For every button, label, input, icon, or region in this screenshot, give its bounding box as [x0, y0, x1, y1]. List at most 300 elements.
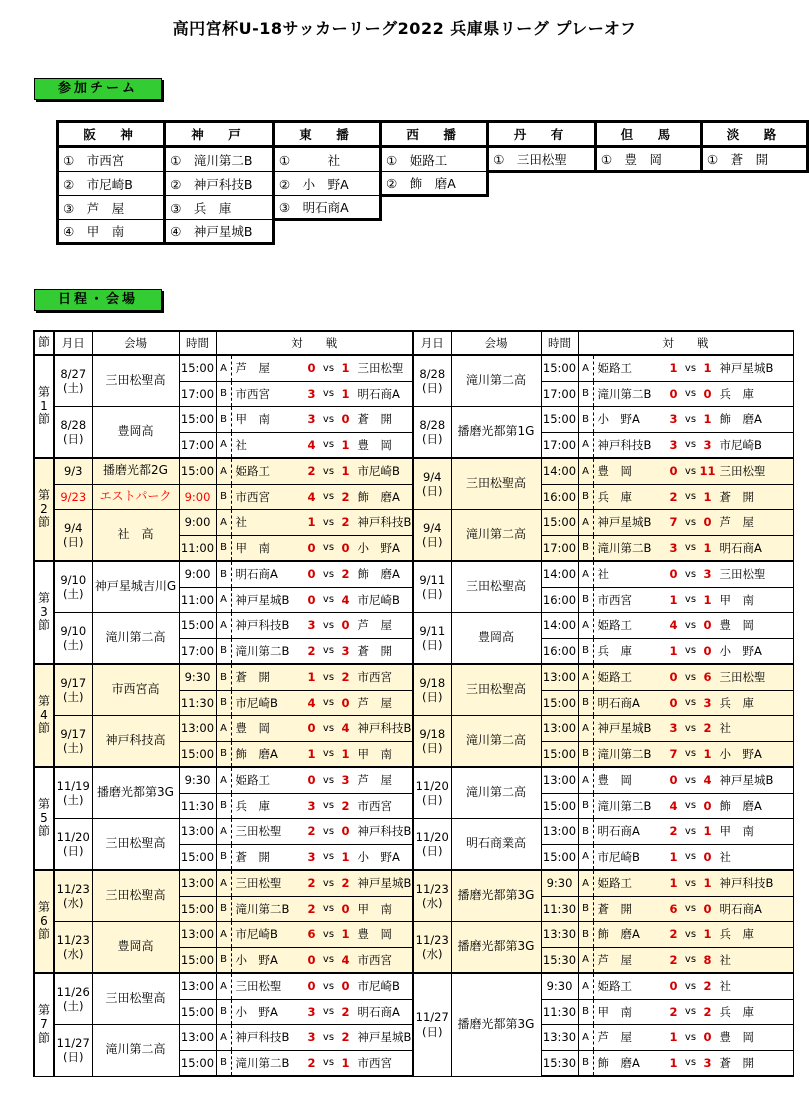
group-code: A	[220, 928, 227, 940]
time-cell: 15:00	[179, 947, 216, 973]
away-score: 3	[703, 1055, 712, 1070]
match-cell	[578, 432, 793, 458]
vs-label: vs	[684, 903, 697, 915]
schedule-row	[34, 922, 793, 948]
match-cell	[578, 1025, 793, 1051]
empty-cell	[488, 172, 596, 196]
time-cell: 11:30	[541, 999, 578, 1025]
home-team: 三田松聖	[235, 824, 282, 839]
home-team: 滝川第二B	[597, 386, 652, 401]
home-team: 滝川第二B	[597, 798, 652, 813]
match	[217, 382, 413, 407]
empty-cell	[701, 172, 807, 196]
home-score: 3	[307, 849, 316, 864]
away-score: 0	[703, 1030, 712, 1045]
vs-label: vs	[322, 697, 335, 709]
group-code: B	[582, 1057, 589, 1069]
group-code: B	[220, 903, 227, 915]
away-team: 神戸星城B	[719, 773, 774, 788]
match-cell	[578, 561, 793, 587]
vs-label: vs	[322, 645, 335, 657]
team-cell: ② 神戸科技B	[165, 172, 274, 196]
away-team: 飾 磨A	[357, 567, 400, 582]
vs-label: vs	[322, 516, 335, 528]
vs-label: vs	[684, 1031, 697, 1043]
match-cell	[578, 587, 793, 613]
away-score: 0	[341, 901, 350, 916]
match-cell	[578, 535, 793, 561]
schedule-row	[34, 716, 793, 742]
date-cell	[54, 767, 92, 819]
home-team: 明石商A	[235, 567, 278, 582]
vs-label: vs	[322, 722, 335, 734]
home-score: 3	[669, 412, 678, 427]
date-cell	[413, 819, 451, 871]
match	[579, 382, 793, 407]
time-cell: 15:30	[541, 1050, 578, 1076]
match	[579, 613, 793, 638]
away-score: 1	[703, 489, 712, 504]
vs-label: vs	[322, 491, 335, 503]
away-score: 0	[703, 618, 712, 633]
away-team: 神戸科技B	[357, 824, 412, 839]
away-team: 三田松聖	[719, 464, 766, 479]
header-time: 時間	[179, 331, 216, 355]
time-cell: 13:00	[179, 870, 216, 896]
group-code: A	[582, 774, 589, 786]
away-score: 2	[341, 567, 350, 582]
away-score: 1	[703, 746, 712, 761]
date-text: 9/18	[419, 726, 446, 741]
match	[217, 407, 413, 432]
venue-cell: 播磨光都第3G	[451, 870, 541, 922]
home-score: 2	[307, 643, 316, 658]
home-team: 兵 庫	[597, 489, 632, 504]
schedule-table	[33, 330, 794, 1077]
time-cell: 9:00	[179, 510, 216, 536]
match-cell	[216, 844, 413, 870]
home-score: 7	[669, 746, 678, 761]
match	[217, 794, 413, 819]
venue-cell: 神戸科技高	[92, 716, 179, 768]
vs-label: vs	[684, 491, 697, 503]
date-text: 11/20	[415, 778, 449, 793]
home-team: 姫路工	[235, 773, 270, 788]
time-cell: 15:00	[179, 844, 216, 870]
match-cell	[578, 638, 793, 664]
away-team: 小 野A	[719, 643, 762, 658]
group-code: B	[582, 928, 589, 940]
away-score: 2	[703, 1004, 712, 1019]
home-team: 神戸科技B	[235, 618, 290, 633]
schedule-header-row	[34, 331, 793, 355]
home-score: 1	[669, 876, 678, 891]
home-score: 2	[669, 1004, 678, 1019]
match	[579, 1051, 793, 1076]
vs-label: vs	[684, 465, 697, 477]
away-score: 2	[341, 670, 350, 685]
away-team: 社	[719, 979, 731, 994]
group-code: A	[220, 774, 227, 786]
away-score: 1	[341, 361, 350, 376]
away-score: 4	[341, 721, 350, 736]
time-cell: 13:30	[541, 1025, 578, 1051]
away-team: 小 野A	[357, 849, 400, 864]
home-team: 姫路工	[597, 979, 632, 994]
date-text: 9/10	[60, 572, 87, 587]
away-team: 飾 磨A	[719, 798, 762, 813]
home-score: 2	[307, 1055, 316, 1070]
venue-cell: 三田松聖高	[92, 973, 179, 1025]
group-code: A	[582, 954, 589, 966]
match	[579, 407, 793, 432]
away-score: 4	[341, 952, 350, 967]
date-cell	[413, 407, 451, 459]
date-cell	[413, 767, 451, 819]
group-code: A	[582, 619, 589, 631]
away-score: 1	[341, 927, 350, 942]
home-score: 6	[669, 901, 678, 916]
date-cell	[413, 561, 451, 613]
home-team: 蒼 開	[235, 849, 270, 864]
time-cell: 13:00	[179, 1025, 216, 1051]
match	[579, 510, 793, 535]
round-label	[34, 561, 54, 664]
match	[579, 974, 793, 999]
match	[579, 948, 793, 973]
home-score: 0	[307, 361, 316, 376]
date-cell	[413, 870, 451, 922]
district-header: 阪 神	[58, 122, 165, 147]
home-score: 0	[307, 952, 316, 967]
match-cell	[216, 870, 413, 896]
match-cell	[216, 741, 413, 767]
header-date: 月日	[54, 331, 92, 355]
round-label	[34, 664, 54, 767]
home-team: 明石商A	[597, 824, 640, 839]
date-text: 9/11	[419, 572, 446, 587]
teams-row	[58, 196, 808, 220]
vs-label: vs	[322, 877, 335, 889]
match	[579, 1025, 793, 1050]
home-team: 姫路工	[597, 618, 632, 633]
away-team: 三田松聖	[719, 567, 766, 582]
home-score: 4	[307, 437, 316, 452]
match-cell	[216, 613, 413, 639]
team-cell: ② 飾 磨A	[381, 172, 488, 196]
group-code: A	[220, 980, 227, 992]
home-score: 0	[669, 386, 678, 401]
match	[217, 948, 413, 973]
match	[217, 485, 413, 510]
away-team: 豊 岡	[357, 437, 392, 452]
schedule-row	[34, 355, 793, 381]
away-team: 三田松聖	[719, 670, 766, 685]
venue-cell: 豊岡高	[451, 613, 541, 665]
match	[217, 639, 413, 664]
time-cell: 17:00	[179, 432, 216, 458]
match-cell	[216, 432, 413, 458]
match	[579, 1000, 793, 1025]
group-code: B	[220, 645, 227, 657]
time-cell: 9:30	[179, 767, 216, 793]
away-score: 0	[341, 695, 350, 710]
home-score: 4	[669, 798, 678, 813]
date-text: 11/23	[56, 932, 90, 947]
time-cell: 9:30	[179, 664, 216, 690]
match-cell	[578, 844, 793, 870]
home-score: 3	[307, 1004, 316, 1019]
empty-cell	[273, 220, 380, 244]
away-team: 市西宮	[357, 670, 392, 685]
away-team: 市尼崎B	[357, 592, 400, 607]
home-score: 3	[669, 437, 678, 452]
match-cell	[216, 355, 413, 381]
match-cell	[216, 407, 413, 433]
match-cell	[578, 510, 793, 536]
vs-label: vs	[684, 954, 697, 966]
time-cell: 13:00	[179, 973, 216, 999]
away-score: 2	[703, 979, 712, 994]
match	[217, 433, 413, 458]
group-code: B	[220, 671, 227, 683]
match-cell	[216, 819, 413, 845]
vs-label: vs	[684, 980, 697, 992]
venue-cell: 播磨光都2G	[92, 458, 179, 484]
weekday-text: (日)	[422, 741, 443, 755]
home-score: 0	[669, 670, 678, 685]
date-cell	[54, 664, 92, 716]
match-cell	[216, 664, 413, 690]
match-cell	[216, 638, 413, 664]
group-code: B	[582, 594, 589, 606]
home-score: 2	[669, 489, 678, 504]
home-team: 滝川第二B	[235, 643, 290, 658]
round-text: 第 3 節	[37, 590, 50, 633]
home-team: 神戸星城B	[235, 592, 290, 607]
match-cell	[216, 896, 413, 922]
away-team: 神戸科技B	[357, 515, 412, 530]
home-team: 三田松聖	[235, 979, 282, 994]
round-label	[34, 458, 54, 561]
team-cell: ① 豊 岡	[595, 147, 701, 172]
time-cell: 13:00	[179, 716, 216, 742]
match	[217, 871, 413, 896]
home-team: 神戸科技B	[235, 1030, 290, 1045]
away-score: 0	[703, 901, 712, 916]
date-cell	[54, 561, 92, 613]
match	[579, 768, 793, 793]
group-code: B	[220, 851, 227, 863]
home-team: 小 野A	[235, 1004, 278, 1019]
away-team: 神戸科技B	[357, 721, 412, 736]
date-cell	[54, 973, 92, 1025]
vs-label: vs	[322, 980, 335, 992]
vs-label: vs	[322, 1031, 335, 1043]
home-score: 3	[307, 1030, 316, 1045]
date-text: 8/28	[419, 417, 446, 432]
home-score: 2	[669, 927, 678, 942]
away-score: 1	[341, 849, 350, 864]
group-code: B	[220, 748, 227, 760]
match-cell	[578, 896, 793, 922]
match	[217, 845, 413, 870]
time-cell: 13:00	[179, 819, 216, 845]
away-team: 甲 南	[357, 901, 392, 916]
home-team: 芦 屋	[597, 952, 632, 967]
match-cell	[216, 1050, 413, 1076]
match-cell	[578, 819, 793, 845]
away-score: 2	[341, 515, 350, 530]
date-cell	[413, 510, 451, 562]
match	[579, 356, 793, 381]
date-text: 11/27	[415, 1010, 449, 1025]
venue-cell: 播磨光都第3G	[92, 767, 179, 819]
header-sec: 節	[34, 331, 54, 355]
time-cell: 15:00	[541, 793, 578, 819]
vs-label: vs	[684, 645, 697, 657]
venue-cell: 滝川第二高	[451, 355, 541, 407]
group-code: B	[582, 697, 589, 709]
venue-cell: 播磨光都第3G	[451, 973, 541, 1076]
weekday-text: (日)	[422, 484, 443, 498]
match	[217, 536, 413, 561]
team-cell: ③ 明石商A	[273, 196, 380, 220]
group-code: A	[582, 722, 589, 734]
away-score: 1	[703, 927, 712, 942]
home-team: 兵 庫	[597, 643, 632, 658]
away-score: 3	[703, 695, 712, 710]
weekday-text: (水)	[63, 947, 84, 961]
group-code: A	[582, 877, 589, 889]
time-cell: 17:00	[541, 535, 578, 561]
match-cell	[216, 535, 413, 561]
away-team: 明石商A	[357, 1004, 400, 1019]
match	[217, 922, 413, 947]
date-cell	[413, 355, 451, 407]
vs-label: vs	[322, 825, 335, 837]
weekday-text: (日)	[422, 432, 443, 446]
venue-cell: 播磨光都第3G	[451, 922, 541, 974]
group-code: A	[220, 465, 227, 477]
time-cell: 16:00	[541, 587, 578, 613]
time-cell: 13:00	[541, 819, 578, 845]
away-team: 市尼崎B	[357, 979, 400, 994]
match	[579, 639, 793, 664]
time-cell: 13:30	[541, 922, 578, 948]
match	[217, 1051, 413, 1076]
away-team: 兵 庫	[719, 695, 754, 710]
away-team: 甲 南	[719, 592, 754, 607]
vs-label: vs	[684, 748, 697, 760]
match	[579, 588, 793, 613]
away-team: 芦 屋	[719, 515, 754, 530]
away-score: 1	[341, 464, 350, 479]
away-score: 4	[703, 773, 712, 788]
group-code: B	[582, 645, 589, 657]
away-score: 0	[341, 618, 350, 633]
away-score: 6	[703, 670, 712, 685]
round-label	[34, 870, 54, 973]
teams-row	[58, 147, 808, 172]
home-team: 社	[597, 567, 609, 582]
empty-cell	[595, 172, 701, 196]
away-team: 兵 庫	[719, 1004, 754, 1019]
round-text: 第 7 節	[37, 1003, 50, 1045]
empty-cell	[488, 196, 596, 220]
page-title: 高円宮杯U-18サッカーリーグ2022 兵庫県リーグ プレーオフ	[172, 19, 637, 38]
group-code: A	[582, 465, 589, 477]
time-cell: 15:00	[179, 613, 216, 639]
home-score: 0	[669, 773, 678, 788]
venue-cell: 市西宮高	[92, 664, 179, 716]
group-code: A	[220, 439, 227, 451]
match-cell	[578, 690, 793, 716]
away-score: 3	[703, 437, 712, 452]
venue-cell: 三田松聖高	[92, 819, 179, 871]
date-text: 9/17	[60, 726, 87, 741]
date-cell	[413, 922, 451, 974]
match	[579, 794, 793, 819]
home-score: 0	[307, 540, 316, 555]
group-code: B	[220, 542, 227, 554]
home-score: 2	[307, 464, 316, 479]
away-team: 甲 南	[719, 824, 754, 839]
match-cell	[216, 793, 413, 819]
away-score: 0	[703, 849, 712, 864]
weekday-text: (土)	[63, 638, 84, 652]
vs-label: vs	[322, 388, 335, 400]
date-text: 8/28	[419, 366, 446, 381]
vs-label: vs	[684, 774, 697, 786]
venue-cell: 三田松聖高	[451, 664, 541, 716]
empty-cell	[595, 196, 701, 220]
home-score: 3	[307, 798, 316, 813]
away-team: 飾 磨A	[357, 489, 400, 504]
group-code: A	[582, 568, 589, 580]
vs-label: vs	[684, 542, 697, 554]
date-text: 11/23	[415, 881, 449, 896]
away-team: 社	[719, 849, 731, 864]
vs-label: vs	[684, 877, 697, 889]
match-cell	[216, 510, 413, 536]
away-team: 市尼崎B	[357, 464, 400, 479]
home-score: 3	[669, 540, 678, 555]
home-team: 市尼崎B	[235, 695, 278, 710]
match-cell	[578, 793, 793, 819]
team-cell: ① 市西宮	[58, 147, 165, 172]
away-team: 社	[719, 952, 731, 967]
home-score: 1	[669, 849, 678, 864]
home-score: 2	[669, 824, 678, 839]
time-cell: 11:00	[179, 535, 216, 561]
match-cell	[216, 458, 413, 484]
away-score: 2	[703, 721, 712, 736]
teams-row	[58, 172, 808, 196]
away-team: 三田松聖	[357, 361, 404, 376]
away-score: 1	[703, 412, 712, 427]
away-team: 市尼崎B	[719, 437, 762, 452]
header-venue: 会場	[451, 331, 541, 355]
home-team: 滝川第二B	[597, 746, 652, 761]
group-code: A	[220, 1031, 227, 1043]
home-team: 滝川第二B	[235, 1055, 290, 1070]
group-code: B	[220, 1057, 227, 1069]
schedule-row	[34, 561, 793, 587]
weekday-text: (土)	[63, 793, 84, 807]
time-cell: 17:00	[179, 638, 216, 664]
match	[217, 691, 413, 716]
